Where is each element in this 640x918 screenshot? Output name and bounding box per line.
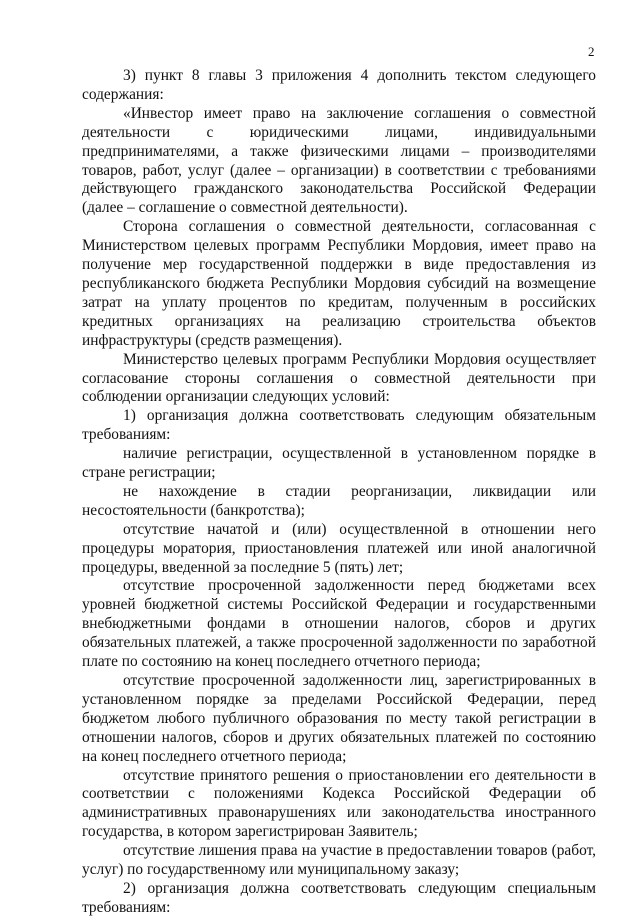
paragraph-line: товаров, работ, услуг (далее – организации) в соответствии с требованиями: [82, 161, 596, 179]
paragraph-p01: [82, 67, 596, 105]
paragraph-line: соответствии с положениями Кодекса Российской Федерации об: [82, 785, 596, 803]
paragraph-line: услуг) по государственному или муниципальному заказу;: [82, 861, 460, 879]
paragraph-line: (далее – соглашение о совместной деятельности).: [82, 199, 408, 217]
paragraph-line: получение мер государственной поддержки в виде предоставления из: [82, 256, 596, 274]
paragraph-p07: [82, 483, 596, 521]
paragraph-p08: [82, 521, 596, 578]
page-number: 2: [588, 44, 595, 59]
paragraph-line: Сторона соглашения о совместной деятельности, согласованная с: [123, 218, 596, 236]
paragraph-line: отсутствие лишения права на участие в предоставлении товаров (работ,: [123, 842, 596, 860]
paragraph-p03: [82, 218, 596, 350]
document-body: [82, 67, 596, 918]
paragraph-line: отсутствие просроченной задолженности лиц, зарегистрированных в: [123, 672, 596, 689]
paragraph-line: 1) организация должна соответствовать следующим обязательным: [123, 407, 596, 425]
paragraph-line: предпринимателями, а также физическими лицами – производителями: [82, 142, 596, 160]
paragraph-p10: [82, 672, 596, 767]
paragraph-p12: [82, 842, 596, 880]
paragraph-p04: [82, 351, 596, 408]
paragraph-line: наличие регистрации, осуществленной в установленном порядке в: [123, 445, 596, 463]
paragraph-line: кредитных организациях на реализацию строительства объектов: [82, 312, 596, 330]
paragraph-line: согласование стороны соглашения о совместной деятельности при: [82, 369, 596, 387]
paragraph-line: инфраструктуры (средств размещения).: [82, 331, 343, 349]
paragraph-line: на конец последнего отчетного периода;: [82, 747, 347, 765]
paragraph-line: процедуры моратория, приостановления платежей или иной аналогичной: [82, 539, 596, 557]
paragraph-line: соблюдении организации следующих условий:: [82, 388, 390, 406]
paragraph-line: деятельности с юридическими лицами, индивидуальными: [82, 123, 596, 141]
paragraph-p11: [82, 767, 596, 843]
paragraph-line: государства, в котором зарегистрирован Заявитель;: [82, 823, 418, 841]
paragraph-line: отсутствие принятого решения о приостановлении его деятельности в: [123, 766, 596, 784]
paragraph-line: не нахождение в стадии реорганизации, ликвидации или: [123, 482, 596, 500]
paragraph-line: действующего гражданского законодательства Российской Федерации: [82, 180, 596, 198]
paragraph-line: обязательных платежей, а также просроченной задолженности по заработной: [82, 634, 596, 652]
paragraph-line: внебюджетными фондами в отношении налогов, сборов и других: [82, 615, 596, 633]
paragraph-p06: [82, 445, 596, 483]
paragraph-line: процедуры, введенной за последние 5 (пять) лет;: [82, 558, 404, 576]
paragraph-line: Министерством целевых программ Республики Мордовия, имеет право на: [82, 237, 596, 255]
paragraph-line: бюджетом любого публичного образования по месту такой регистрации в: [82, 709, 596, 727]
paragraph-line: отсутствие просроченной задолженности перед бюджетами всех: [123, 577, 596, 595]
paragraph-line: содержания:: [82, 85, 164, 103]
paragraph-line: требованиям:: [82, 426, 171, 444]
paragraph-line: административных правонарушениях или законодательства иностранного: [82, 804, 596, 822]
paragraph-p13: [82, 880, 596, 918]
paragraph-p09: [82, 577, 596, 672]
paragraph-p02: [82, 105, 596, 218]
paragraph-line: затрат на уплату процентов по кредитам, полученным в российских: [82, 293, 596, 311]
paragraph-line: 2) организация должна соответствовать следующим специальным: [123, 879, 596, 897]
paragraph-p05: [82, 407, 596, 445]
paragraph-line: республиканского бюджета Республики Мордовия субсидий на возмещение: [82, 274, 596, 292]
paragraph-line: Министерство целевых программ Республики Мордовия осуществляет: [123, 350, 596, 368]
paragraph-line: установленном порядке за пределами Российской Федерации, перед: [82, 690, 596, 708]
paragraph-line: отсутствие начатой и (или) осуществленной в отношении него: [123, 520, 596, 538]
paragraph-line: требованиям:: [82, 898, 171, 916]
paragraph-line: отношении налогов, сборов и других обязательных платежей по состоянию: [82, 728, 596, 746]
paragraph-line: плате по состоянию на конец последнего отчетного периода;: [82, 653, 481, 671]
paragraph-line: 3) пункт 8 главы 3 приложения 4 дополнить текстом следующего: [123, 67, 596, 84]
paragraph-line: уровней бюджетной системы Российской Федерации и государственными: [82, 596, 596, 614]
paragraph-line: несостоятельности (банкротства);: [82, 501, 305, 519]
paragraph-line: «Инвестор имеет право на заключение соглашения о совместной: [123, 104, 596, 122]
paragraph-line: стране регистрации;: [82, 464, 216, 482]
